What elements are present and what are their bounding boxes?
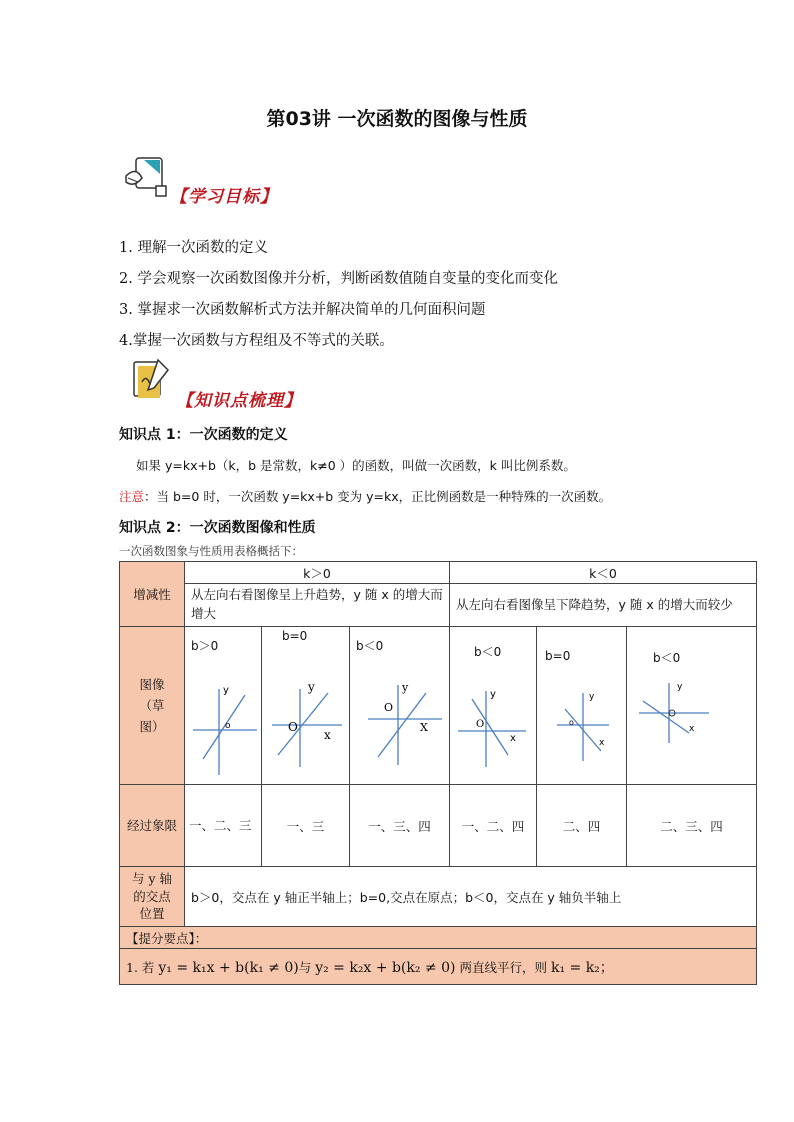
knowledge-banner-label: 【知识点梳理】 xyxy=(176,391,302,411)
kp2-heading: 知识点 2：一次函数图像和性质 xyxy=(119,520,316,536)
row-header-monotonic: 增减性 xyxy=(120,562,185,627)
goal-item: 4.掌握一次函数与方程组及不等式的关联。 xyxy=(119,333,394,349)
tip1-result: k₁ = k₂； xyxy=(550,959,614,976)
graph-sketch-neg-2 xyxy=(537,627,627,784)
note-label: 注意 xyxy=(119,489,145,504)
svg-text:y: y xyxy=(402,681,409,694)
quadrants-b-positive: 一、二、三 xyxy=(185,785,262,867)
row-header-quadrants: 经过象限 xyxy=(120,785,185,867)
quadrants-neg-b-zero: 二、四 xyxy=(537,785,627,867)
graph-cell-b-positive xyxy=(185,627,262,785)
tip1-eq2: y₂ = k₂x + b(k₂ ≠ 0) xyxy=(315,959,456,976)
knowledge-banner xyxy=(128,354,328,410)
svg-text:O: O xyxy=(384,701,394,714)
graph-cell-neg-b-negative-2 xyxy=(627,627,757,785)
graph-label: b＞0 xyxy=(191,639,219,653)
graph-cell-neg-b-zero xyxy=(537,627,627,785)
graph-sketch-b-zero xyxy=(262,627,350,784)
goals-banner xyxy=(122,152,322,208)
svg-text:X: X xyxy=(420,721,428,734)
svg-text:x: x xyxy=(689,724,695,734)
svg-text:o: o xyxy=(225,721,231,731)
svg-text:o: o xyxy=(569,718,574,727)
goal-item: 2. 学会观察一次函数图像并分析，判断函数值随自变量的变化而变化 xyxy=(119,271,558,287)
svg-text:O: O xyxy=(288,720,298,734)
tips-heading: 【提分要点】： xyxy=(120,927,757,949)
svg-text:y: y xyxy=(677,682,683,692)
page-title: 第03讲 一次函数的图像与性质 xyxy=(266,108,528,130)
quadrants-neg-b-positive: 一、二、四 xyxy=(450,785,537,867)
row-header-intercept: 与 y 轴的交点位置 xyxy=(120,867,185,927)
graph-label: b=0 xyxy=(545,649,571,663)
tip1-eq1: y₁ = k₁x + b(k₁ ≠ 0) xyxy=(158,959,299,976)
monotonic-negative: 从左向右看图像呈下降趋势，y 随 x 的增大而较少 xyxy=(450,584,757,627)
kp1-definition: 如果 y=kx+b（k，b 是常数，k≠0 ）的函数，叫做一次函数，k 叫比例系数。 xyxy=(136,458,576,473)
graph-cell-neg-b-negative-1 xyxy=(450,627,537,785)
tip-1 xyxy=(120,949,757,985)
table-caption: 一次函数图象与性质用表格概括下： xyxy=(119,544,303,558)
quadrants-b-zero: 一、三 xyxy=(262,785,350,867)
svg-text:y: y xyxy=(490,689,496,700)
svg-text:y: y xyxy=(308,680,315,694)
notepad-pen-icon xyxy=(128,354,176,402)
graph-sketch-b-negative xyxy=(350,627,450,784)
intercept-text: b＞0，交点在 y 轴正半轴上；b=0,交点在原点；b＜0，交点在 y 轴负半轴上 xyxy=(185,867,757,927)
quadrants-b-negative: 一、三、四 xyxy=(350,785,450,867)
graph-label: b＜0 xyxy=(474,645,502,659)
svg-text:x: x xyxy=(599,738,605,748)
graph-label: b＜0 xyxy=(356,639,384,653)
goal-item: 1. 理解一次函数的定义 xyxy=(119,240,268,256)
graph-label: b=0 xyxy=(282,629,308,643)
scroll-quill-icon xyxy=(122,152,170,200)
graph-cell-b-negative xyxy=(350,627,450,785)
note-text: ：当 b=0 时，一次函数 y=kx+b 变为 y=kx，正比例函数是一种特殊的一次函数。 xyxy=(144,489,612,504)
svg-text:y: y xyxy=(223,685,229,696)
properties-table xyxy=(119,561,757,985)
graph-cell-b-zero xyxy=(262,627,350,785)
quadrants-neg-b-negative: 二、三、四 xyxy=(627,785,757,867)
kp1-note xyxy=(119,487,611,505)
col-header-k-negative: k＜0 xyxy=(450,562,757,584)
goals-banner-label: 【学习目标】 xyxy=(170,187,278,207)
col-header-k-positive: k＞0 xyxy=(185,562,450,584)
kp1-heading: 知识点 1：一次函数的定义 xyxy=(119,427,288,443)
svg-text:y: y xyxy=(589,692,595,702)
graph-sketch-neg-3 xyxy=(627,627,757,784)
svg-text:x: x xyxy=(510,733,516,744)
graph-label: b＜0 xyxy=(653,651,681,665)
tip1-suffix: 两直线平行，则 xyxy=(459,959,547,975)
svg-text:O: O xyxy=(476,719,485,730)
row-header-graph: 图像（草图） xyxy=(120,627,185,785)
graph-sketch-b-positive xyxy=(185,627,261,784)
tip1-mid: 与 xyxy=(298,959,312,975)
monotonic-positive: 从左向右看图像呈上升趋势，y 随 x 的增大而增大 xyxy=(185,584,450,627)
goal-item: 3. 掌握求一次函数解析式方法并解决简单的几何面积问题 xyxy=(119,302,486,318)
tip1-prefix: 1. 若 xyxy=(126,959,155,975)
graph-sketch-neg-1 xyxy=(450,627,537,784)
svg-text:x: x xyxy=(324,728,331,742)
